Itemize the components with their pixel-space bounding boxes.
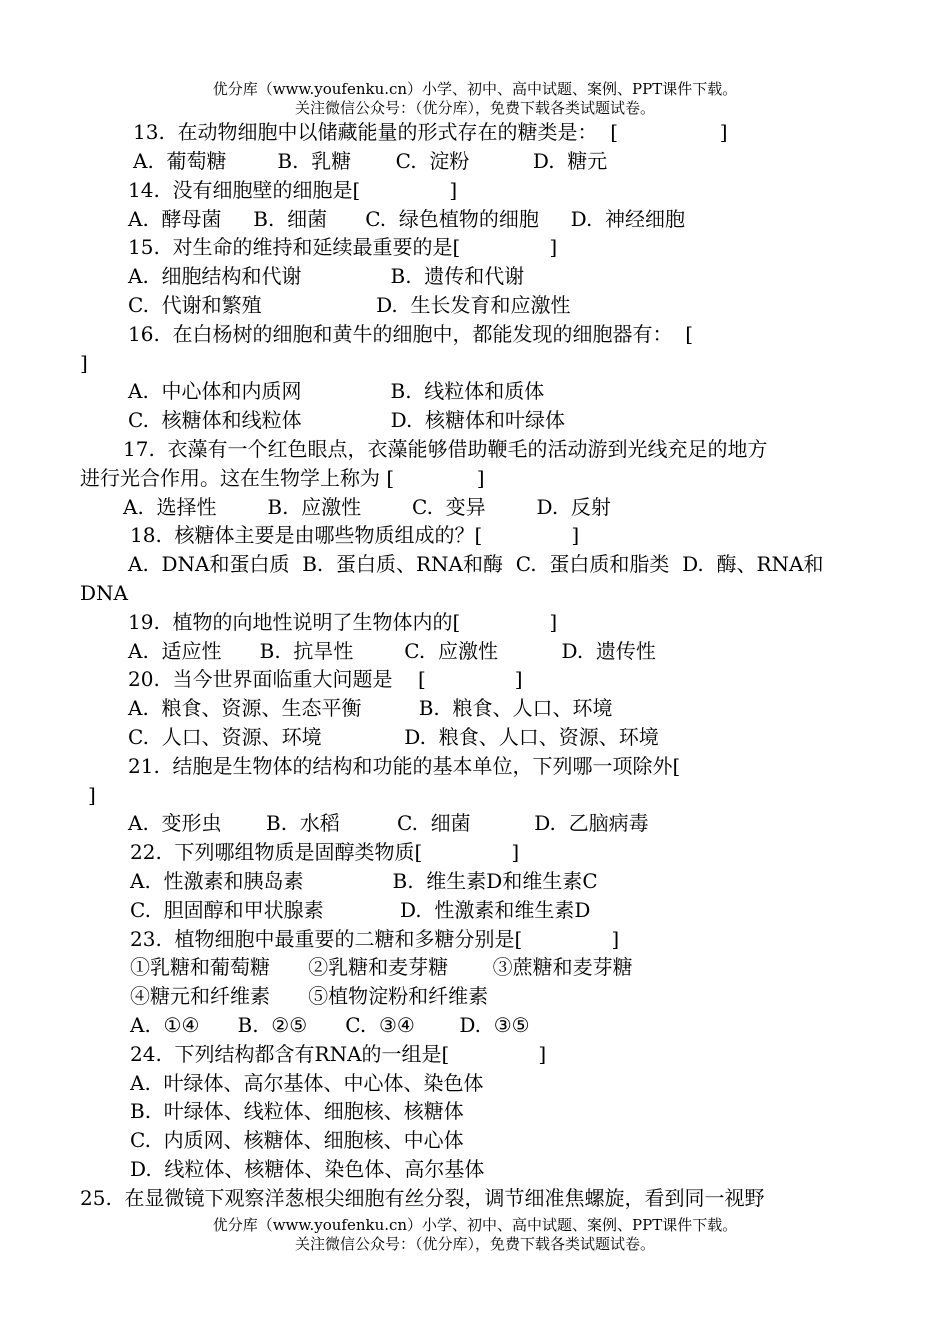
question-18: 18. 核糖体主要是由哪些物质组成的？[ ] [130, 523, 580, 547]
options-17: A. 选择性 B. 应激性 C. 变异 D. 反射 [123, 495, 611, 519]
question-22: 22. 下列哪组物质是固醇类物质[ ] [130, 840, 520, 864]
options-15-ab: A. 细胞结构和代谢 B. 遗传和代谢 [128, 264, 525, 288]
question-14: 14. 没有细胞壁的细胞是[ ] [128, 178, 458, 202]
question-16: 16. 在白杨树的细胞和黄牛的细胞中，都能发现的细胞器有： [ [128, 322, 694, 346]
header-line-2: 关注微信公众号：（优分库），免费下载各类试题试卷。 [294, 99, 655, 117]
footer-line-1: 优分库（www.youfenku.cn）小学、初中、高中试题、案例、PPT课件下载。 [212, 1216, 738, 1234]
question-21: 21. 结胞是生物体的结构和功能的基本单位，下列哪一项除外[ [128, 754, 681, 778]
choices-23-row-1: ①乳糖和葡萄糖 ②乳糖和麦芽糖 ③蔗糖和麦芽糖 [130, 955, 633, 979]
options-22-ab: A. 性激素和胰岛素 B. 维生素D和维生素C [130, 869, 598, 893]
header-line-1: 优分库（www.youfenku.cn）小学、初中、高中试题、案例、PPT课件下载。 [212, 80, 738, 98]
question-21-bracket: ] [88, 783, 96, 807]
question-15: 15. 对生命的维持和延续最重要的是[ ] [128, 235, 558, 259]
options-16-cd: C. 核糖体和线粒体 D. 核糖体和叶绿体 [128, 408, 566, 432]
footer-line-2: 关注微信公众号：（优分库），免费下载各类试题试卷。 [294, 1235, 655, 1253]
question-16-bracket: ] [80, 351, 88, 375]
option-24-d: D. 线粒体、核糖体、染色体、高尔基体 [130, 1157, 485, 1181]
option-24-a: A. 叶绿体、高尔基体、中心体、染色体 [130, 1071, 484, 1095]
question-23: 23. 植物细胞中最重要的二糖和多糖分别是[ ] [130, 927, 620, 951]
options-16-ab: A. 中心体和内质网 B. 线粒体和质体 [128, 379, 545, 403]
question-24: 24. 下列结构都含有RNA的一组是[ ] [130, 1042, 547, 1066]
question-17-cont: 进行光合作用。这在生物学上称为 [ ] [80, 466, 485, 490]
question-19: 19. 植物的向地性说明了生物体内的[ ] [128, 610, 558, 634]
option-24-c: C. 内质网、核糖体、细胞核、中心体 [130, 1128, 464, 1152]
options-19: A. 适应性 B. 抗旱性 C. 应激性 D. 遗传性 [128, 639, 656, 663]
options-13: A. 葡萄糖 B. 乳糖 C. 淀粉 D. 糖元 [133, 149, 608, 173]
options-20-cd: C. 人口、资源、环境 D. 粮食、人口、资源、环境 [128, 725, 659, 749]
option-24-b: B. 叶绿体、线粒体、细胞核、核糖体 [130, 1099, 464, 1123]
question-20: 20. 当今世界面临重大问题是 [ ] [128, 667, 523, 691]
question-17: 17. 衣藻有一个红色眼点，衣藻能够借助鞭毛的活动游到光线充足的地方 [123, 437, 768, 461]
question-25: 25. 在显微镜下观察洋葱根尖细胞有丝分裂，调节细准焦螺旋，看到同一视野 [80, 1186, 765, 1210]
options-14: A. 酵母菌 B. 细菌 C. 绿色植物的细胞 D. 神经细胞 [128, 207, 686, 231]
options-20-ab: A. 粮食、资源、生态平衡 B. 粮食、人口、环境 [128, 696, 613, 720]
options-23: A. ①④ B. ②⑤ C. ③④ D. ③⑤ [130, 1013, 530, 1037]
options-15-cd: C. 代谢和繁殖 D. 生长发育和应激性 [128, 293, 571, 317]
options-22-cd: C. 胆固醇和甲状腺素 D. 性激素和维生素D [130, 898, 591, 922]
choices-23-row-2: ④糖元和纤维素 ⑤植物淀粉和纤维素 [130, 984, 489, 1008]
options-21: A. 变形虫 B. 水稻 C. 细菌 D. 乙脑病毒 [128, 811, 649, 835]
options-18-cont: DNA [80, 581, 128, 605]
question-13: 13. 在动物细胞中以储藏能量的形式存在的糖类是： [ ] [133, 120, 728, 144]
options-18: A. DNA和蛋白质 B. 蛋白质、RNA和酶 C. 蛋白质和脂类 D. 酶、RNA和 [128, 552, 824, 576]
